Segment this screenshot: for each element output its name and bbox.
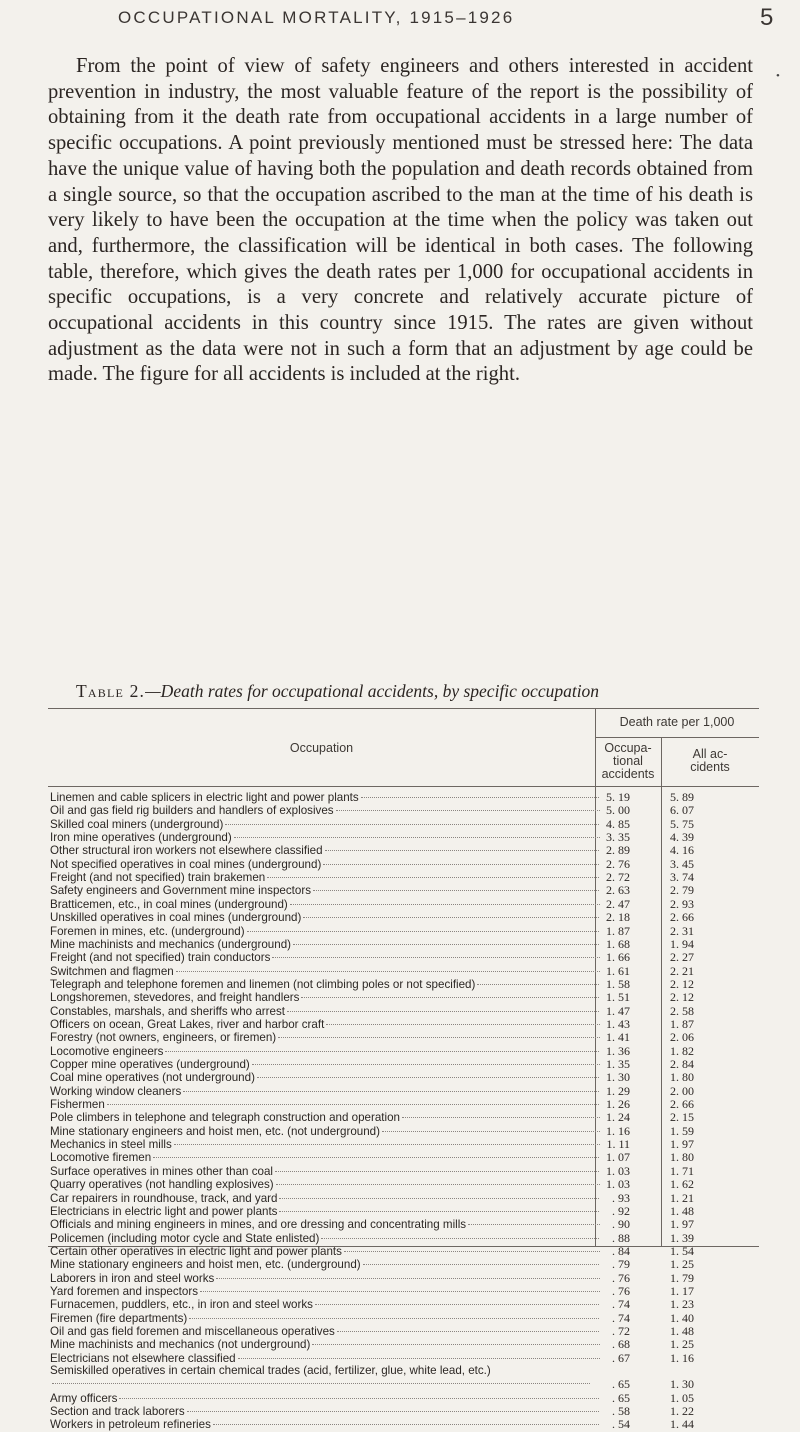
occupation-cell [50,1232,600,1245]
occupation-label: Coal mine operatives (not underground) [50,1071,255,1085]
occupational-rate-cell: 1. 03 [606,1177,630,1192]
occupational-rate-cell: 2. 63 [606,883,630,898]
margin-mark: • [776,70,780,82]
occupational-rate-cell: . 65 [612,1377,630,1392]
all-accidents-rate-cell: 1. 97 [670,1137,694,1152]
dot-leader [315,1304,600,1305]
occupational-rate-cell: 1. 47 [606,1003,630,1018]
occupational-rate-cell: 1. 16 [606,1123,630,1138]
all-accidents-rate-cell: 2. 21 [670,963,694,978]
dot-leader [382,1131,600,1132]
dot-leader [213,1424,600,1425]
table-row [48,1045,759,1058]
all-accidents-rate-cell: 2. 79 [670,883,694,898]
table-row [48,1298,759,1311]
occupational-rate-cell: 1. 11 [606,1137,630,1152]
table-row [48,898,759,911]
table-row [48,1405,759,1418]
occupation-label: Mine machinists and mechanics (underground) [50,937,292,951]
all-accidents-rate-cell: 2. 84 [670,1057,694,1071]
occupation-cell [50,1125,600,1138]
all-accidents-rate-cell: 2. 27 [670,950,694,965]
all-accidents-rate-cell: 1. 40 [670,1310,694,1325]
all-accidents-rate-cell: 1. 22 [670,1404,694,1419]
table-row [48,1312,759,1325]
dot-leader [323,864,600,865]
occupational-rate-cell: 1. 36 [606,1043,630,1058]
header-occupational-accidents: Occupa- tional accidents [601,741,655,781]
occupation-cell [50,1018,600,1031]
all-accidents-rate-cell: 1. 30 [670,1377,694,1392]
occupational-rate-cell: 1. 51 [606,990,630,1005]
dot-leader [165,1051,600,1052]
occupational-rate-cell: 2. 72 [606,870,630,885]
occupation-label: Semiskilled operatives in certain chemical trades (acid, fertilizer, glue, white lead, etc.) [50,1365,491,1378]
occupation-label: Mechanics in steel mills [50,1138,172,1152]
occupation-label: Officers on ocean, Great Lakes, river and harbor craft [50,1017,325,1031]
occupation-label: Fishermen [50,1098,105,1112]
occupation-label: Copper mine operatives (underground) [50,1058,250,1071]
all-accidents-rate-cell: 1. 79 [670,1270,694,1285]
table-row [48,1392,759,1405]
occupational-rate-cell: 5. 00 [606,803,630,818]
header-bottom-rule [48,786,759,787]
table-row [48,1058,759,1071]
table-row [48,1165,759,1178]
header-all-accidents: All ac- cidents [690,747,730,774]
dot-leader [303,917,600,918]
occupation-cell [50,844,600,857]
occupation-label: Officials and mining engineers in mines, and ore dressing and concentrating mills [50,1218,467,1232]
table-row [48,1205,759,1218]
dot-leader [119,1398,600,1399]
running-header [90,6,780,32]
occupation-label: Skilled coal miners (underground) [50,817,224,831]
occupation-cell [50,1178,600,1191]
occupation-label: Policemen (including motor cycle and State enlisted) [50,1231,320,1245]
table-row [48,831,759,844]
occupation-cell [50,978,600,991]
all-accidents-rate-cell: 1. 23 [670,1297,694,1312]
occupation-cell [50,1138,600,1151]
occupation-label: Laborers in iron and steel works [50,1271,215,1285]
occupation-label: Freight (and not specified) train brakemen [50,871,266,885]
table-row [48,818,759,831]
occupation-cell [50,991,600,1004]
dot-leader [174,1144,600,1145]
occupation-cell [50,1418,600,1431]
all-accidents-rate-cell: 6. 07 [670,803,694,818]
all-accidents-rate-cell: 1. 62 [670,1177,694,1192]
occupational-rate-cell: 2. 18 [606,910,630,925]
occupational-rate-cell: 1. 26 [606,1097,630,1112]
dot-leader [336,810,600,811]
all-accidents-rate-cell: 1. 94 [670,936,694,951]
table-row [48,1085,759,1098]
all-accidents-rate-cell: 4. 16 [670,843,694,858]
header-occupation: Occupation [289,741,354,755]
dot-leader [183,1091,600,1092]
occupation-cell [50,938,600,951]
occupational-rate-cell: 1. 61 [606,963,630,978]
all-accidents-rate-cell: 1. 25 [670,1337,694,1352]
occupational-rate-cell: 1. 24 [606,1110,630,1125]
occupation-label: Yard foremen and inspectors [50,1284,199,1298]
occupation-cell [50,1045,600,1058]
occupation-label: Unskilled operatives in coal mines (underground) [50,911,302,925]
occupation-cell [50,1192,600,1205]
all-accidents-rate-cell: 1. 44 [670,1417,694,1432]
table-row [48,978,759,991]
table-row [48,1098,759,1111]
dot-leader [252,1064,600,1065]
occupational-rate-cell: . 93 [612,1190,630,1205]
dot-leader [234,837,600,838]
occupational-rate-cell: . 68 [612,1337,630,1352]
table-row [48,844,759,857]
table-row [48,1031,759,1044]
all-accidents-rate-cell: 1. 54 [670,1243,694,1258]
table-row [48,1272,759,1285]
occupational-rate-cell: . 74 [612,1297,630,1312]
all-accidents-rate-cell: 2. 06 [670,1030,694,1045]
occupation-cell [50,1298,600,1311]
occupation-cell [50,1365,590,1391]
occupation-label: Safety engineers and Government mine inspectors [50,884,312,898]
occupation-label: Electricians not elsewhere classified [50,1351,236,1365]
occupation-label: Firemen (fire departments) [50,1311,188,1325]
all-accidents-rate-cell: 1. 71 [670,1163,694,1178]
occupation-label: Other structural iron workers not elsewhere classified [50,844,323,858]
occupational-rate-cell: . 92 [612,1203,630,1218]
dot-leader [293,944,600,945]
occupation-label: Not specified operatives in coal mines (underground) [50,857,322,871]
occupational-rate-cell: . 54 [612,1417,630,1432]
occupation-cell [50,1071,600,1084]
table-row [48,804,759,817]
dot-leader [477,984,600,985]
occupation-cell [50,1272,600,1285]
occupation-cell [50,884,600,897]
table-row [48,1418,759,1431]
occupation-label: Forestry (not owners, engineers, or firemen) [50,1031,277,1045]
table-row [48,1352,759,1365]
occupation-label: Constables, marshals, and sheriffs who arrest [50,1004,285,1018]
dot-leader [276,1184,600,1185]
occupation-cell [50,1058,600,1071]
occupation-cell [50,1245,600,1258]
all-accidents-rate-cell: 1. 39 [670,1230,694,1245]
occupational-rate-cell: . 72 [612,1324,630,1338]
all-accidents-rate-cell: 1. 05 [670,1390,694,1405]
all-accidents-rate-cell: 1. 25 [670,1257,694,1272]
all-accidents-rate-cell: 2. 93 [670,896,694,911]
occupation-cell [50,1005,600,1018]
occupation-label: Army officers [50,1391,118,1405]
occupation-cell [50,791,600,804]
all-accidents-rate-cell: 1. 80 [670,1070,694,1085]
table-row [48,884,759,897]
occupational-rate-cell: 1. 43 [606,1016,630,1031]
occupation-cell [50,1111,600,1124]
occupation-label: Switchmen and flagmen [50,964,174,978]
occupation-label: Quarry operatives (not handling explosives) [50,1178,274,1192]
dot-leader [247,931,600,932]
occupational-rate-cell: 2. 89 [606,843,630,858]
table-caption [76,681,776,702]
table-row [48,1338,759,1351]
table-row [48,1151,759,1164]
dot-leader [225,824,600,825]
table-row [48,951,759,964]
occupation-label: Certain other operatives in electric light and power plants [50,1244,342,1258]
occupation-cell [50,1392,600,1405]
occupation-label: Pole climbers in telephone and telegraph construction and operation [50,1111,400,1125]
dot-leader [325,850,600,851]
dot-leader [321,1238,600,1239]
occupational-rate-cell: . 76 [612,1270,630,1285]
table-row [48,1325,759,1338]
occupation-cell [50,951,600,964]
table-label: Table 2. [76,681,146,701]
occupation-cell [50,1405,600,1418]
all-accidents-rate-cell: 1. 16 [670,1350,694,1365]
dot-leader [301,997,600,998]
body-text: From the point of view of safety engineers and others interested in accident prevention in industry, the most valuable feature of the report is the possibility of obtaining from it the death rate from occupational accidents in a large number of specific occupations. A point previously mentioned must be stressed here: The data have the unique value of having both the population and death records obtained from a single source, so that the occupation ascribed to the man at the time of his death is very likely to have been the occupation at the time when the policy was taken out and, furthermore, the classification will be identical in both cases. The following table, therefore, which gives the death rates per 1,000 for occupational accidents in specific occupations, is a very concrete and relatively accurate picture of occupational accidents in this country since 1915. The rates are given without adjustment as the data were not in such a form that an adjustment by age could be made. The figure for all accidents is included at the right. [48,55,753,386]
table-top-rule [48,708,759,709]
table-row [48,911,759,924]
occupational-rate-cell: 1. 68 [606,936,630,951]
occupation-cell [50,804,600,817]
occupation-label: Iron mine operatives (underground) [50,831,232,845]
occupation-label: Longshoremen, stevedores, and freight handlers [50,991,300,1005]
occupation-label: Mine stationary engineers and hoist men, etc. (underground) [50,1258,361,1272]
occupational-rate-cell: 1. 35 [606,1057,630,1071]
table-row [48,1218,759,1231]
body-paragraph [48,54,753,388]
occupation-label: Electricians in electric light and power plants [50,1204,278,1218]
occupation-label: Telegraph and telephone foremen and linemen (not climbing poles or not specified) [50,977,476,991]
occupational-rate-cell: . 88 [612,1230,630,1245]
table-row [48,1111,759,1124]
dot-leader [363,1264,600,1265]
dot-leader [312,1344,600,1345]
occupational-rate-cell: . 76 [612,1283,630,1298]
dot-leader [275,1171,600,1172]
dot-leader [279,1198,600,1199]
occupation-cell [50,1205,600,1218]
occupation-label: Mine machinists and mechanics (not underground) [50,1338,311,1352]
table-row [48,1365,759,1391]
occupation-label: Car repairers in roundhouse, track, and yard [50,1191,278,1205]
occupational-rate-cell: 1. 29 [606,1083,630,1098]
occupation-label: Oil and gas field foremen and miscellaneous operatives [50,1325,335,1338]
table-row [48,1232,759,1245]
occupation-label: Foremen in mines, etc. (underground) [50,924,245,938]
occupational-rate-cell: . 65 [612,1390,630,1405]
occupational-rate-cell: 5. 19 [606,790,630,804]
table-row [48,1192,759,1205]
occupational-rate-cell: . 67 [612,1350,630,1365]
table-row [48,938,759,951]
table-row [48,925,759,938]
occupation-cell [50,911,600,924]
occupational-rate-cell: 1. 07 [606,1150,630,1165]
dot-leader [257,1077,600,1078]
dot-leader [344,1251,600,1252]
dot-leader [337,1331,600,1332]
header-death-rate: Death rate per 1,000 [619,715,735,729]
occupational-rate-cell: 3. 35 [606,830,630,845]
occupation-cell [50,898,600,911]
occupation-label: Linemen and cable splicers in electric light and power plants [50,791,359,804]
dot-leader [272,957,600,958]
table-row [48,1138,759,1151]
all-accidents-rate-cell: 2. 66 [670,910,694,925]
all-accidents-rate-cell: 4. 39 [670,830,694,845]
table-row [48,1258,759,1271]
all-accidents-rate-cell: 3. 74 [670,870,694,885]
occupation-label: Surface operatives in mines other than coal [50,1164,273,1178]
dot-leader [279,1211,600,1212]
all-accidents-rate-cell: 1. 48 [670,1324,694,1338]
occupation-cell [50,1258,600,1271]
dot-leader [216,1278,600,1279]
occupation-label: Locomotive firemen [50,1151,152,1165]
occupation-cell [50,1338,600,1351]
dot-leader [238,1358,600,1359]
occupation-label: Working window cleaners [50,1084,182,1098]
all-accidents-rate-cell: 1. 17 [670,1283,694,1298]
occupational-rate-cell: 4. 85 [606,816,630,831]
table-row [48,991,759,1004]
all-accidents-rate-cell: 5. 75 [670,816,694,831]
dot-leader [326,1024,600,1025]
occupation-cell [50,1085,600,1098]
occupational-rate-cell: 1. 58 [606,976,630,991]
occupational-rate-cell: 1. 66 [606,950,630,965]
occupational-rate-cell: . 58 [612,1404,630,1419]
table-title: —Death rates for occupational accidents, by specific occupation [145,681,600,701]
occupation-cell [50,1165,600,1178]
page-number: 5 [760,4,774,31]
dot-leader [278,1037,600,1038]
dot-leader [153,1157,600,1158]
table-row [48,1005,759,1018]
death-rate-table [48,708,759,1432]
table-row [48,858,759,871]
all-accidents-rate-cell: 2. 12 [670,976,694,991]
occupation-cell [50,871,600,884]
dot-leader [189,1318,600,1319]
occupational-rate-cell: 1. 41 [606,1030,630,1045]
dot-leader [290,904,600,905]
occupation-cell [50,858,600,871]
all-accidents-rate-cell: 1. 59 [670,1123,694,1138]
dot-leader [187,1411,600,1412]
dot-leader [200,1291,600,1292]
all-accidents-rate-cell: 1. 21 [670,1190,694,1205]
occupation-label: Furnacemen, puddlers, etc., in iron and steel works [50,1298,313,1312]
dot-leader [107,1104,600,1105]
all-accidents-rate-cell: 1. 48 [670,1203,694,1218]
all-accidents-rate-cell: 1. 87 [670,1016,694,1031]
occupation-label: Locomotive engineers [50,1044,164,1058]
occupation-label: Mine stationary engineers and hoist men, etc. (not underground) [50,1124,380,1138]
table-row [48,965,759,978]
dot-leader [52,1383,590,1384]
occupation-label: Bratticemen, etc., in coal mines (underground) [50,897,288,911]
all-accidents-rate-cell: 2. 12 [670,990,694,1005]
occupation-cell [50,831,600,844]
occupation-cell [50,1325,600,1338]
dot-leader [313,890,600,891]
all-accidents-rate-cell: 2. 31 [670,923,694,938]
table-row [48,1178,759,1191]
table-row [48,1285,759,1298]
occupational-rate-cell: 2. 47 [606,896,630,911]
dot-leader [267,877,600,878]
occupation-cell [50,1285,600,1298]
occupational-rate-cell: 2. 76 [606,856,630,871]
all-accidents-rate-cell: 1. 80 [670,1150,694,1165]
occupation-cell [50,1218,600,1231]
occupation-cell [50,925,600,938]
occupation-cell [50,1151,600,1164]
occupation-cell [50,1098,600,1111]
table-row [48,1071,759,1084]
table-row [48,1245,759,1258]
dot-leader [287,1011,600,1012]
occupational-rate-cell: 1. 03 [606,1163,630,1178]
occupational-rate-cell: 1. 30 [606,1070,630,1085]
occupational-rate-cell: . 84 [612,1243,630,1258]
occupation-label: Section and track laborers [50,1405,185,1419]
table-row [48,1125,759,1138]
occupation-cell [50,1031,600,1044]
dot-leader [361,797,600,798]
occupation-label: Oil and gas field rig builders and handlers of explosives [50,804,334,818]
all-accidents-rate-cell: 2. 58 [670,1003,694,1018]
all-accidents-rate-cell: 2. 15 [670,1110,694,1125]
all-accidents-rate-cell: 1. 97 [670,1217,694,1232]
occupational-rate-cell: . 79 [612,1257,630,1272]
occupation-cell [50,1312,600,1325]
all-accidents-rate-cell: 2. 66 [670,1097,694,1112]
all-accidents-rate-cell: 2. 00 [670,1083,694,1098]
occupation-cell [50,818,600,831]
all-accidents-rate-cell: 3. 45 [670,856,694,871]
occupational-rate-cell: . 90 [612,1217,630,1232]
occupation-cell [50,1352,600,1365]
all-accidents-rate-cell: 5. 89 [670,790,694,804]
occupation-cell [50,965,600,978]
group-header-rule [595,737,759,738]
table-row [48,1018,759,1031]
occupation-label: Freight (and not specified) train conductors [50,951,271,965]
running-head: OCCUPATIONAL MORTALITY, 1915–1926 [118,8,515,27]
table-row [48,791,759,804]
occupational-rate-cell: . 74 [612,1310,630,1325]
dot-leader [176,971,600,972]
occupation-label: Workers in petroleum refineries [50,1418,211,1432]
dot-leader [468,1224,600,1225]
table-row [48,871,759,884]
occupational-rate-cell: 1. 87 [606,923,630,938]
dot-leader [402,1117,600,1118]
all-accidents-rate-cell: 1. 82 [670,1043,694,1058]
